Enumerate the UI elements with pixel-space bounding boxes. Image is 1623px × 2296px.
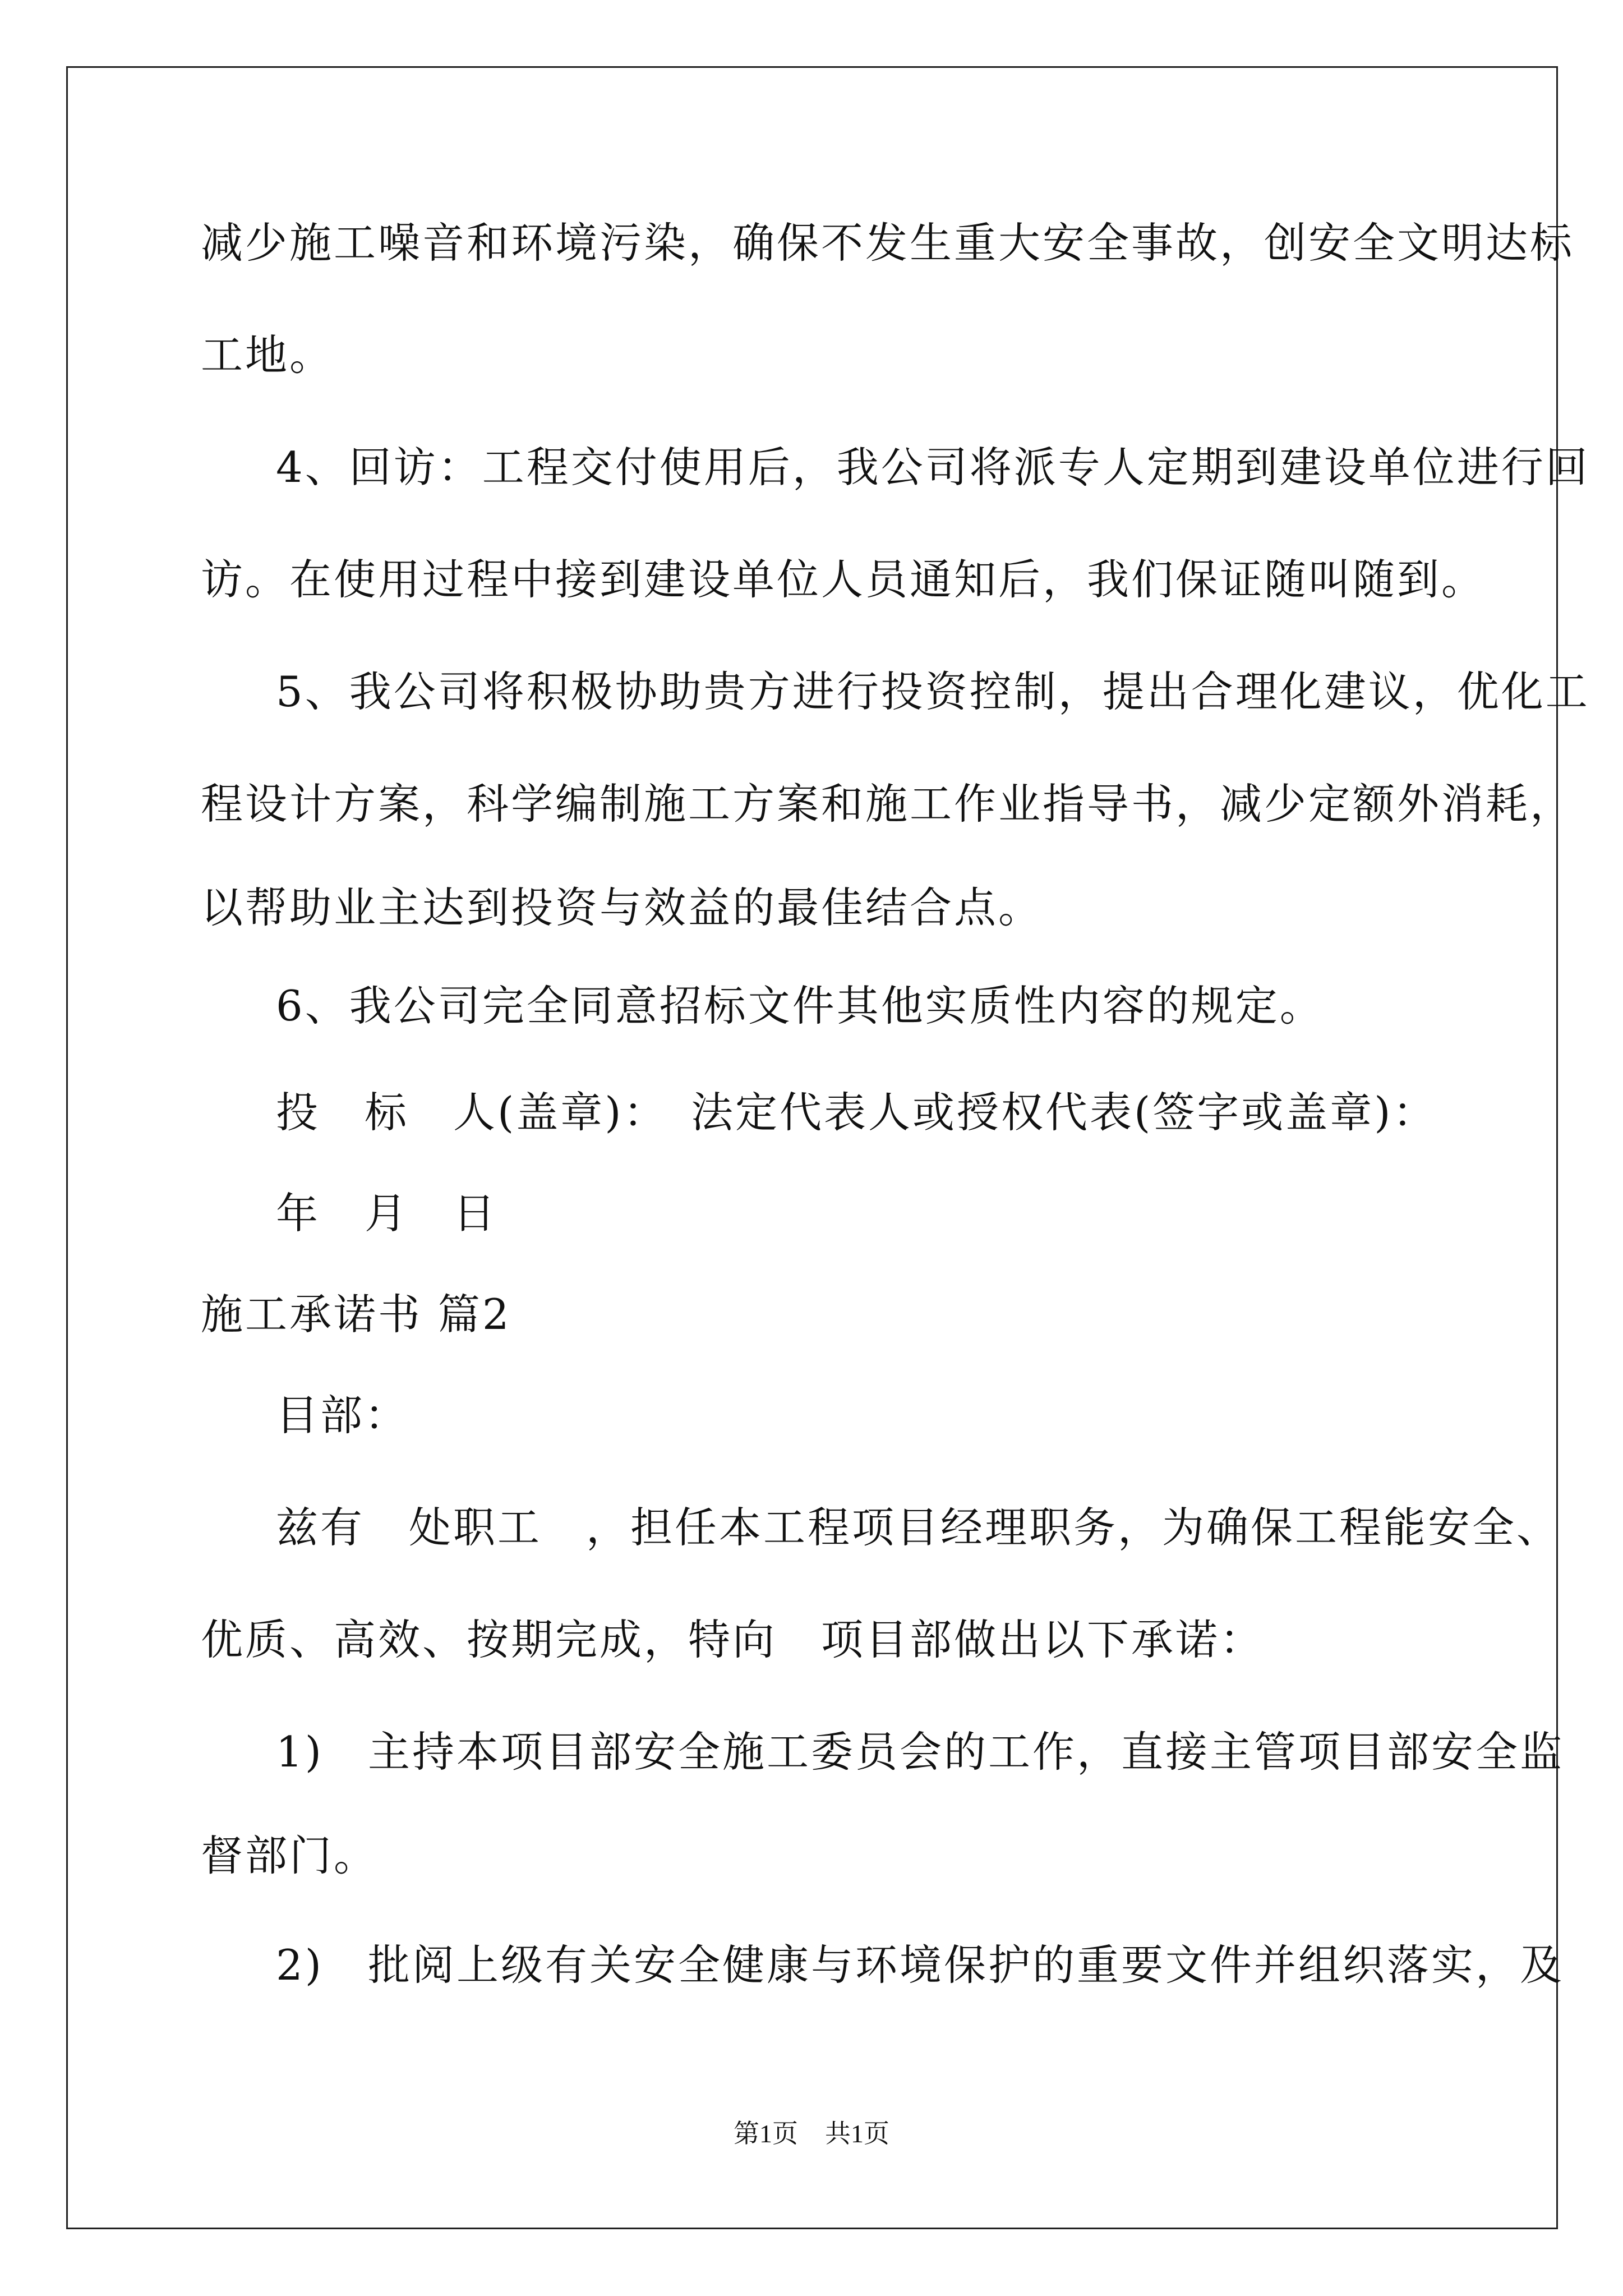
page-number: 第1页 — [734, 2119, 798, 2148]
body-text-line: 减少施工噪音和环境污染，确保不发生重大安全事故，创安全文明达标 — [201, 218, 1575, 268]
body-text-line: 督部门。 — [201, 1831, 379, 1880]
bidder-signature-line: 投 标 人(盖章)： 法定代表人或授权代表(签字或盖章)： — [276, 1088, 1437, 1137]
date-line: 年 月 日 — [276, 1189, 498, 1238]
body-text-line: 以帮助业主达到投资与效益的最佳结合点。 — [201, 883, 1043, 932]
paragraph-4: 4、回访：工程交付使用后，我公司将派专人定期到建设单位进行回 — [276, 443, 1590, 492]
page-border — [66, 66, 1558, 2229]
body-text-line: 兹有 处职工 ，担任本工程项目经理职务，为确保工程能安全、 — [276, 1503, 1561, 1552]
body-text-line: 访。在使用过程中接到建设单位人员通知后，我们保证随叫随到。 — [201, 555, 1486, 604]
commitment-item-2: 2) 批阅上级有关安全健康与环境保护的重要文件并组织落实，及 — [276, 1940, 1564, 1990]
body-text-line: 程设计方案，科学编制施工方案和施工作业指导书，减少定额外消耗， — [201, 779, 1575, 829]
page-total: 共1页 — [825, 2119, 889, 2148]
paragraph-5: 5、我公司将积极协助贵方进行投资控制，提出合理化建议，优化工 — [276, 667, 1590, 716]
salutation: 目部： — [276, 1391, 409, 1440]
body-text-line: 工地。 — [201, 330, 334, 380]
paragraph-6: 6、我公司完全同意招标文件其他实质性内容的规定。 — [276, 981, 1324, 1030]
body-text-line: 优质、高效、按期完成，特向 项目部做出以下承诺： — [201, 1615, 1265, 1664]
commitment-item-1: 1) 主持本项目部安全施工委员会的工作，直接主管项目部安全监 — [276, 1727, 1564, 1777]
page-footer — [0, 2118, 1623, 2150]
section-heading: 施工承诺书 篇2 — [201, 1290, 511, 1339]
